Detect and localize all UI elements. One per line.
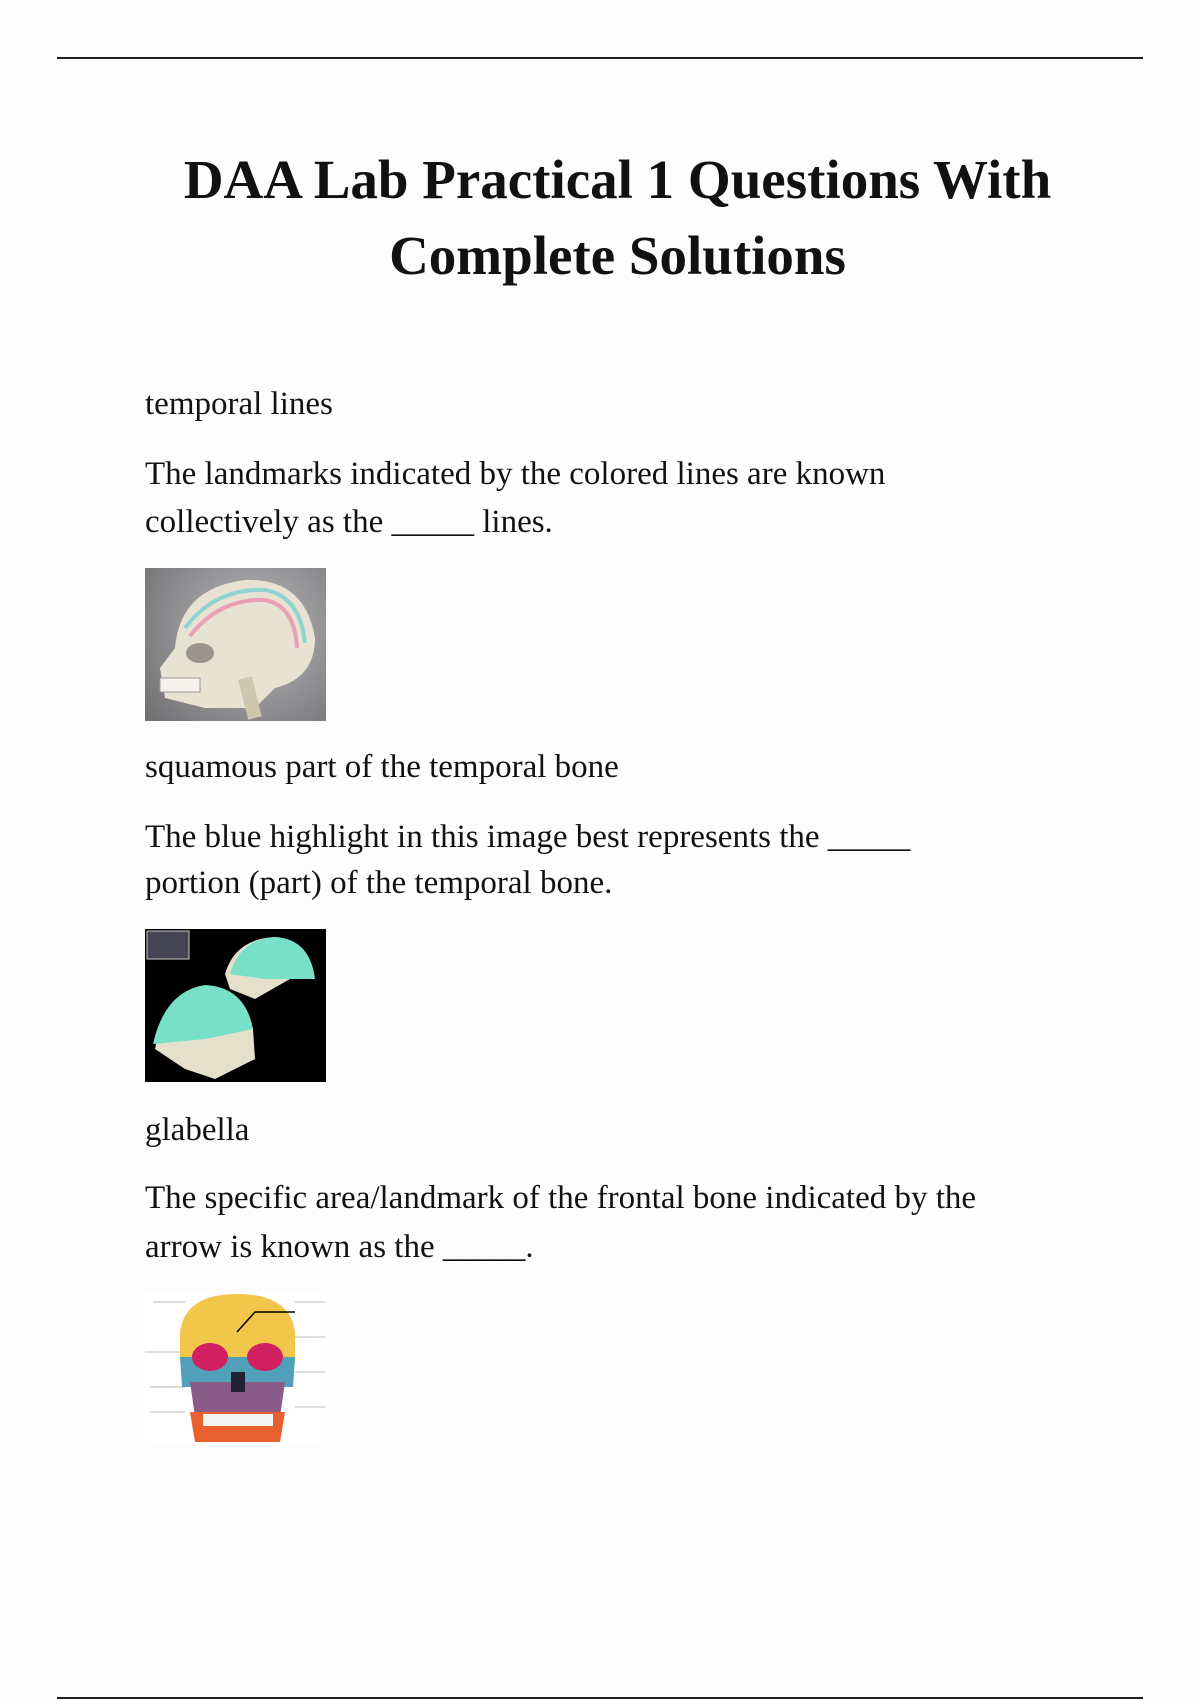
question-2-line-1: The blue highlight in this image best represents the _____ — [145, 819, 911, 855]
document-title — [0, 142, 1200, 294]
question-1-line-2: collectively as the _____ lines. — [145, 504, 553, 540]
question-2-line-2: portion (part) of the temporal bone. — [145, 865, 613, 901]
title-line-1: DAA Lab Practical 1 Questions With — [183, 149, 1052, 210]
title-line-2: Complete Solutions — [389, 225, 846, 286]
answer-1: temporal lines — [145, 386, 333, 422]
question-1-line-1: The landmarks indicated by the colored lines are known — [145, 456, 886, 492]
header-rule — [57, 57, 1143, 59]
answer-3: glabella — [145, 1112, 250, 1148]
question-3-line-2: arrow is known as the _____. — [145, 1229, 534, 1265]
temporal-bone-image — [145, 929, 326, 1082]
question-3-line-1: The specific area/landmark of the frontal bone indicated by the — [145, 1180, 977, 1216]
answer-2: squamous part of the temporal bone — [145, 749, 619, 785]
footer-rule — [57, 1697, 1143, 1699]
skull-anterior-image — [145, 1292, 326, 1445]
skull-lateral-image — [145, 568, 326, 721]
